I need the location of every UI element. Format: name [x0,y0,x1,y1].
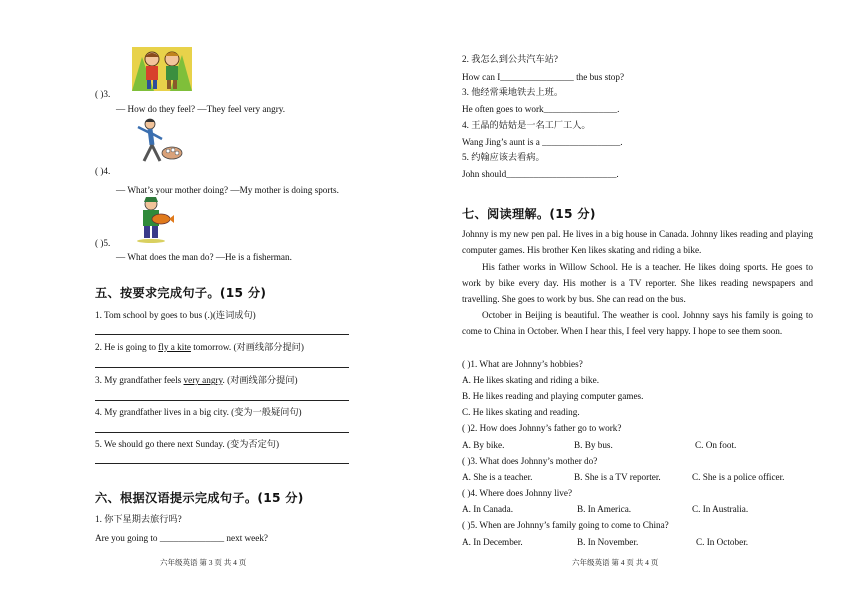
section-6-q4-english: Wang Jing’s aunt is a _________________. [462,137,623,147]
fisherman-picture [131,195,175,243]
reading-question-4: ( )4. Where does Johnny live? [462,488,573,498]
question-5-paren: ( )5. [95,238,111,248]
question-5-dialog: — What does the man do? —He is a fisherman. [116,252,292,262]
question-3-dialog: — How do they feel? —They feel very angry. [116,104,286,114]
section-5-item-2: 2. He is going to fly a kite tomorrow. (对画线部分提问) [95,342,304,352]
section-7-title: 七、阅读理解。(15 分) [462,207,596,221]
reading-q1-option-a[interactable]: A. He likes skating and riding a bike. [462,375,600,385]
reading-q3-option-c[interactable]: C. She is a police officer. [692,472,785,482]
section-6-q2-chinese: 2. 我怎么到公共汽车站? [462,54,558,64]
underlined-phrase: fly a kite [158,342,191,352]
section-5-item-1: 1. Tom school by goes to bus (.)(连词成句) [95,310,256,320]
reading-question-5: ( )5. When are Johnny’s family going to come to China? [462,520,669,530]
section-6-q1-english: Are you going to ______________ next week? [95,533,269,543]
section-6-q2-english: How can I________________ the bus stop? [462,72,625,82]
answer-line[interactable] [95,367,349,368]
reading-question-1: ( )1. What are Johnny’s hobbies? [462,359,583,369]
mother-exercising-picture [128,117,184,167]
section-6-q3-english: He often goes to work________________. [462,104,620,114]
reading-question-3: ( )3. What does Johnny’s mother do? [462,456,598,466]
section-6-q5-english: John should________________________. [462,169,619,179]
reading-q3-option-a[interactable]: A. She is a teacher. [462,472,533,482]
section-6-q1-chinese: 1. 你下星期去旅行吗? [95,514,182,524]
reading-paragraph-1: Johnny is my new pen pal. He lives in a big house in Canada. Johnny likes reading and playing computer games. His brother Ken likes skating and riding a bike. [462,229,813,256]
answer-line[interactable] [95,334,349,335]
angry-kids-picture [132,47,192,91]
reading-q2-option-c[interactable]: C. On foot. [695,440,737,450]
answer-line[interactable] [95,400,349,401]
page-footer-right: 六年级英语 第 4 页 共 4 页 [572,558,659,567]
reading-q4-option-a[interactable]: A. In Canada. [462,504,514,514]
reading-q2-option-b[interactable]: B. By bus. [574,440,613,450]
reading-q5-option-a[interactable]: A. In December. [462,537,523,547]
section-5-item-5: 5. We should go there next Sunday. (变为否定句) [95,439,280,449]
section-5-item-3: 3. My grandfather feels very angry. (对画线部分提问) [95,375,298,385]
reading-paragraph-3: October in Beijing is beautiful. The weather is cool. Johnny says his family is going to come to China in October. When I hear this, I feel very happy. I hope to see them soon. [462,310,813,337]
page-footer-left: 六年级英语 第 3 页 共 4 页 [160,558,247,567]
question-4-dialog: — What’s your mother doing? —My mother is doing sports. [116,185,339,195]
section-5-title: 五、按要求完成句子。(15 分) [95,286,267,300]
reading-q4-option-c[interactable]: C. In Australia. [692,504,749,514]
answer-line[interactable] [95,463,349,464]
reading-q2-option-a[interactable]: A. By bike. [462,440,505,450]
question-4-paren: ( )4. [95,166,111,176]
section-6-q5-chinese: 5. 约翰应该去看病。 [462,152,545,162]
question-3-paren: ( )3. [95,89,111,99]
reading-paragraph-2: His father works in Willow School. He is a teacher. He likes doing sports. He goes to work by bike every day. His mother is a TV reporter. She likes reading newspapers and travelling. She goes to work by bus. She can read on the bus. [462,262,813,305]
underlined-phrase: very angry [183,375,223,385]
reading-q4-option-b[interactable]: B. In America. [577,504,632,514]
reading-q1-option-c[interactable]: C. He likes skating and reading. [462,407,580,417]
reading-q1-option-b[interactable]: B. He likes reading and playing computer games. [462,391,644,401]
section-6-q4-chinese: 4. 王晶的姑姑是一名工厂工人。 [462,120,591,130]
answer-line[interactable] [95,432,349,433]
reading-q5-option-b[interactable]: B. In November. [577,537,639,547]
section-5-item-4: 4. My grandfather lives in a big city. (变为一般疑问句) [95,407,302,417]
section-6-title: 六、根据汉语提示完成句子。(15 分) [95,491,304,505]
reading-q5-option-c[interactable]: C. In October. [696,537,749,547]
reading-question-2: ( )2. How does Johnny’s father go to work? [462,423,622,433]
section-6-q3-chinese: 3. 他经常乘地铁去上班。 [462,87,564,97]
reading-q3-option-b[interactable]: B. She is a TV reporter. [574,472,661,482]
